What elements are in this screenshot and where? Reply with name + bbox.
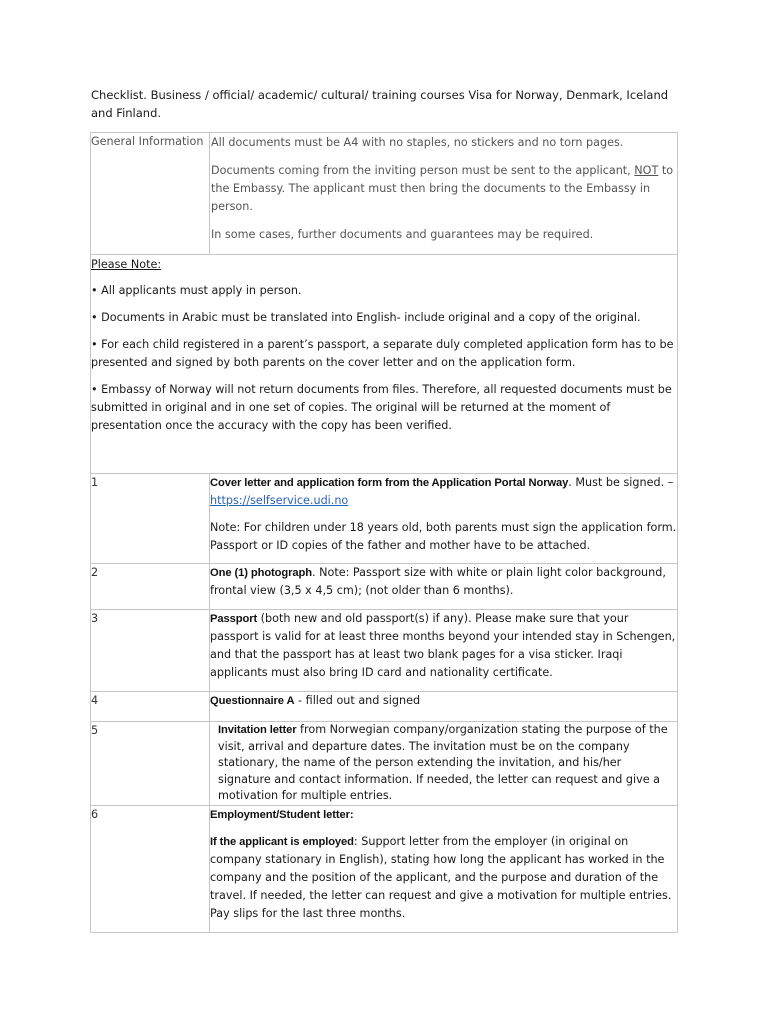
item-title: One (1) photograph <box>210 567 312 579</box>
checklist-row-5 <box>91 722 678 806</box>
please-note-cell <box>91 255 678 474</box>
item-number: 3 <box>91 610 210 692</box>
item-text <box>210 474 677 510</box>
note-bullet: • Documents in Arabic must be translated into English- include original and a copy of the original. <box>91 311 641 324</box>
general-info-paragraph: All documents must be A4 with no staples, no stickers and no torn pages. <box>211 136 624 149</box>
item-title: Employment/Student letter: <box>210 808 354 821</box>
item-text <box>210 833 677 923</box>
general-info-paragraph: In some cases, further documents and guarantees may be required. <box>211 228 594 241</box>
item-text <box>210 610 677 682</box>
checklist-row-2 <box>91 564 678 610</box>
general-info-text: Documents coming from the inviting person must be sent to the applicant, <box>211 164 635 177</box>
item-number: 4 <box>91 692 210 722</box>
general-info-content <box>210 133 678 255</box>
not-emphasis: NOT <box>634 164 659 177</box>
item-number: 2 <box>91 564 210 610</box>
item-subtitle: If the applicant is employed <box>210 835 354 848</box>
item-title: Invitation letter <box>218 724 297 736</box>
item-text <box>210 692 677 710</box>
item-number: 6 <box>91 805 210 932</box>
checklist-row-4 <box>91 692 678 722</box>
item-body: . Note: Passport size with white or plain light color background, frontal view (3,5 x 4,5 cm); (not older than 6 months). <box>210 566 666 597</box>
item-body: (both new and old passport(s) if any). Please make sure that your passport is valid for at least three months beyond your intended stay in Schengen, and that the passport has at least two blank pages for a visa sticker. Iraqi applicants must also bring ID card and nationality certificate. <box>210 612 676 679</box>
checklist-row-1 <box>91 474 678 564</box>
general-info-paragraph <box>210 161 677 216</box>
please-note-title: Please Note: <box>91 258 162 271</box>
item-title: Questionnaire A <box>210 695 295 707</box>
general-info-label: General Information <box>91 133 210 255</box>
item-body: - filled out and signed <box>294 694 421 707</box>
item-text <box>210 564 677 600</box>
checklist-row-6 <box>91 805 678 932</box>
note-bullet: • For each child registered in a parent’s passport, a separate duly completed application form has to be presented and signed by both parents on the cover letter and on the application form. <box>91 338 674 369</box>
general-info-row <box>91 133 678 255</box>
item-content <box>210 474 678 564</box>
item-content <box>210 610 678 692</box>
item-number: 5 <box>91 722 210 806</box>
item-body: : Support letter from the employer (in original on company stationary in English), stating how long the applicant has worked in the company and the position of the applicant, and the purpose and duration of the travel. If needed, the letter can request and give a motivation for multiple entries. Pay slips for the last three months. <box>210 834 672 920</box>
item-note: Note: For children under 18 years old, both parents must sign the application form. Passport or ID copies of the father and mother have to be attached. <box>210 521 677 552</box>
item-body: . Must be signed. – <box>568 476 674 489</box>
item-text <box>210 722 677 805</box>
item-content <box>210 722 678 806</box>
item-content <box>210 692 678 722</box>
item-content <box>210 805 678 932</box>
item-title: Cover letter and application form from the Application Portal Norway <box>210 477 569 489</box>
checklist-row-3 <box>91 610 678 692</box>
page-title: Checklist. Business / official/ academic/ cultural/ training courses Visa for Norway, Denmark, Iceland and Finland. <box>91 88 669 120</box>
item-content <box>210 564 678 610</box>
note-bullet: • Embassy of Norway will not return documents from files. Therefore, all requested documents must be submitted in original and in one set of copies. The original will be returned at the moment of presentation once the accuracy with the copy has been verified. <box>91 383 672 432</box>
selfservice-link[interactable]: https://selfservice.udi.no <box>210 494 349 507</box>
general-info-text: to the Embassy. The applicant must then bring the documents to the Embassy in person. <box>211 164 674 213</box>
item-heading <box>210 806 677 824</box>
note-bullet: • All applicants must apply in person. <box>91 284 302 297</box>
item-number: 1 <box>91 474 210 564</box>
checklist-table <box>90 132 678 933</box>
please-note-row <box>91 255 678 474</box>
item-body: from Norwegian company/organization stating the purpose of the visit, arrival and departure dates. The invitation must be on the company stationary, the name of the person extending the invitation, and his/her signature and contact information. If needed, the letter can request and give a motivation for multiple entries. <box>218 723 668 802</box>
item-title: Passport <box>210 613 258 625</box>
